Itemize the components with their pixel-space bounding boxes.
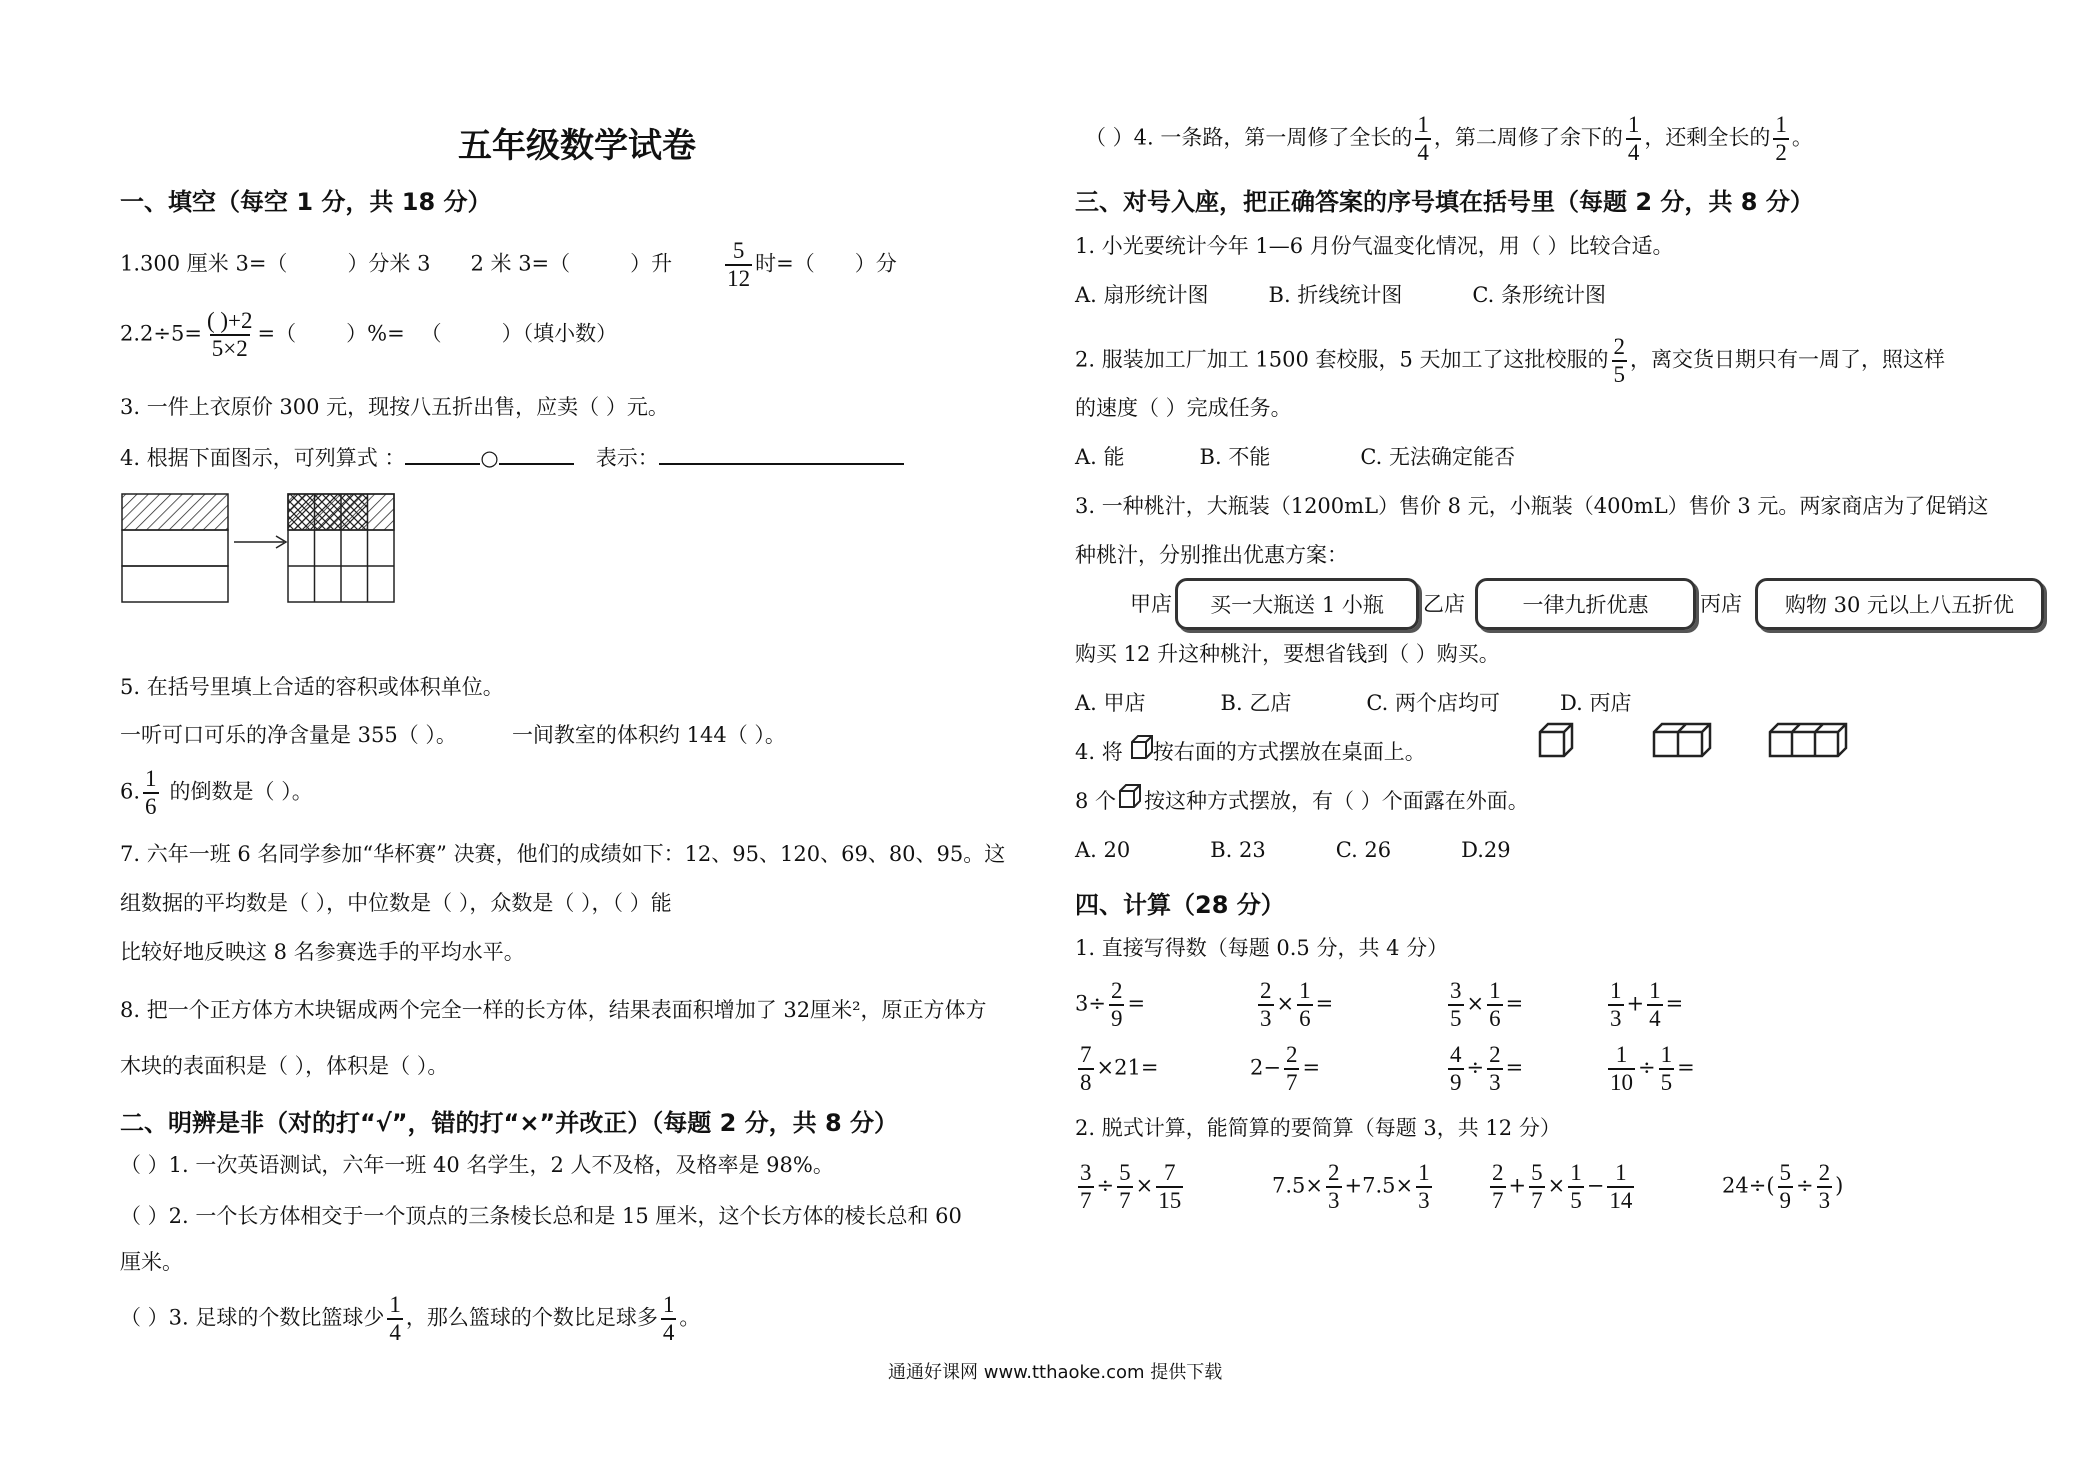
sec1-q2: 2.2÷5= $\frac{( )+2}{5\times 2}$ =（ ）%= （ ）（填小数） [120, 308, 618, 361]
sec1-q5-line: 一听可口可乐的净含量是 355（ ）。 一间教室的体积约 144（ ）。 [120, 723, 786, 747]
sec3-q2: 2. 服装加工厂加工 1500 套校服，5 天加工了这批校服的 $\frac{2}{5}$ ，离交货日期只有一周了，照这样 [1075, 334, 1946, 387]
calc-1-1: 3÷ $\frac{2}{9}$ = [1075, 978, 1146, 1031]
fraction: $\frac{2}{5}$ [1613, 334, 1626, 387]
calc-1-4: $\frac{1}{3}$ + $\frac{1}{4}$ = [1610, 978, 1684, 1031]
sec3-q4-line2: 8 个 按这种方式摆放，有（ ）个面露在外面。 [1075, 789, 1529, 813]
sec2-q2-line2: 厘米。 [120, 1250, 183, 1274]
calc-1-2: $\frac{2}{3}$ × $\frac{1}{6}$ = [1260, 978, 1334, 1031]
calc-3-3: $\frac{2}{7}$ + $\frac{5}{7}$ × $\frac{1}{5}$ − $\frac{1}{14}$ [1492, 1160, 1633, 1213]
calc-2-3: $\frac{4}{9}$ ÷ $\frac{2}{3}$ = [1450, 1042, 1524, 1095]
cube-icon [1118, 783, 1142, 809]
store-2-name: 乙店 [1423, 592, 1465, 616]
section-2-heading: 二、明辨是非（对的打“√”，错的打“×”并改正）（每题 2 分，共 8 分） [120, 1109, 899, 1137]
one-cube-icon [1538, 722, 1574, 758]
fraction: $\frac{1}{4}$ [1417, 112, 1429, 165]
fraction: $\frac{( )+2}{5\times 2}$ [206, 308, 253, 361]
sec1-q8-line1: 8. 把一个正方体方木块锯成两个完全一样的长方体，结果表面积增加了 32厘米²，原正方体方 [120, 998, 987, 1022]
option-d: D. 丙店 [1560, 691, 1632, 715]
store-3-offer: 购物 30 元以上八五折优 [1755, 578, 2044, 630]
page-title: 五年级数学试卷 [458, 126, 696, 166]
store-1-offer: 买一大瓶送 1 小瓶 [1175, 578, 1419, 630]
option-a: A. 能 [1075, 445, 1125, 469]
option-d: D.29 [1461, 838, 1511, 862]
calc-2-4: $\frac{1}{10}$ ÷ $\frac{1}{5}$ = [1610, 1042, 1695, 1095]
section-1-heading: 一、填空（每空 1 分，共 18 分） [120, 188, 492, 216]
sec3-q3-line3: 购买 12 升这种桃汁，要想省钱到（ ）购买。 [1075, 642, 1500, 666]
sec2-q2-line1: （ ）2. 一个长方体相交于一个顶点的三条棱长总和是 15 厘米，这个长方体的棱长总和 60 [120, 1204, 962, 1228]
section-4-heading: 四、计算（28 分） [1075, 891, 1285, 919]
option-a: A. 扇形统计图 [1075, 283, 1209, 307]
sec2-q1: （ ）1. 一次英语测试，六年一班 40 名学生，2 人不及格，及格率是 98%。 [120, 1153, 834, 1177]
sec4-sub1: 1. 直接写得数（每题 0.5 分，共 4 分） [1075, 936, 1449, 960]
option-c: C. 两个店均可 [1366, 691, 1500, 715]
cube-icon [1130, 734, 1154, 760]
calc-2-2: 2− $\frac{2}{7}$ = [1250, 1042, 1321, 1095]
option-b: B. 乙店 [1220, 691, 1292, 715]
three-cubes-icon [1768, 722, 1848, 758]
sec2-q3: （ ）3. 足球的个数比篮球少 $\frac{1}{4}$ ，那么篮球的个数比足球多 $\frac{1}{4}$ 。 [120, 1292, 701, 1345]
fraction: $\frac{1}{4}$ [662, 1292, 675, 1345]
option-a: A. 甲店 [1075, 691, 1146, 715]
fraction: $\frac{1}{6}$ [145, 766, 157, 819]
section-3-heading: 三、对号入座，把正确答案的序号填在括号里（每题 2 分，共 8 分） [1075, 188, 1814, 216]
sec2-q4: （ ）4. 一条路，第一周修了全长的 $\frac{1}{4}$ ，第二周修了余下的 $\frac{1}{4}$ ，还剩全长的 $\frac{1}{2}$ 。 [1085, 112, 1813, 165]
sec1-q8-line2: 木块的表面积是（ ），体积是（ ）。 [120, 1054, 449, 1078]
fraction: $\frac{5}{12}$ [727, 238, 751, 291]
option-c: C. 条形统计图 [1472, 283, 1606, 307]
fraction: $\frac{1}{2}$ [1775, 112, 1787, 165]
sec3-q1: 1. 小光要统计今年 1—6 月份气温变化情况，用（ ）比较合适。 [1075, 234, 1674, 258]
option-b: B. 23 [1210, 838, 1266, 862]
sec3-q3-line2: 种桃汁，分别推出优惠方案： [1075, 543, 1348, 567]
sec1-q1: 1.300 厘米 3=（ ）分米 3 2 米 3=（ ）升 $\frac{5}{12}$ 时=（ ）分 [120, 238, 897, 291]
option-b: B. 折线统计图 [1268, 283, 1403, 307]
sec1-q7-line2: 组数据的平均数是（ ），中位数是（ ），众数是（ ），（ ）能 [120, 891, 672, 915]
sec3-q4-options [1075, 836, 1511, 864]
sec3-q2-line2: 的速度（ ）完成任务。 [1075, 396, 1292, 420]
calc-2-1: $\frac{7}{8}$ ×21= [1080, 1042, 1159, 1095]
store-2-offer: 一律九折优惠 [1475, 578, 1696, 630]
sec1-q6: 6. $\frac{1}{6}$ 的倒数是（ ）。 [120, 766, 313, 819]
footer-credit: 通通好课网 www.tthaoke.com 提供下载 [888, 1362, 1223, 1383]
sec3-q2-options [1075, 443, 1515, 471]
sec1-q7-line3: 比较好地反映这 8 名参赛选手的平均水平。 [120, 940, 525, 964]
calc-3-2: 7.5× $\frac{2}{3}$ +7.5× $\frac{1}{3}$ [1272, 1160, 1430, 1213]
sec3-q1-options [1075, 281, 1606, 309]
sec1-q4: 4. 根据下面图示，可列算式 ： ○ 表示： [120, 443, 904, 472]
calc-3-1: $\frac{3}{7}$ ÷ $\frac{5}{7}$ × $\frac{7}{15}$ [1080, 1160, 1182, 1213]
sec3-q3-line1: 3. 一种桃汁，大瓶装（1200mL）售价 8 元，小瓶装（400mL）售价 3 元。两家商店为了促销这 [1075, 494, 1989, 518]
store-1-name: 甲店 [1130, 592, 1172, 616]
option-c: C. 无法确定能否 [1360, 445, 1515, 469]
sec1-q3: 3. 一件上衣原价 300 元，现按八五折出售，应卖（ ）元。 [120, 395, 669, 419]
sec1-q5: 5. 在括号里填上合适的容积或体积单位。 [120, 675, 504, 699]
option-b: B. 不能 [1199, 445, 1271, 469]
fraction-diagram [118, 490, 408, 605]
fraction: $\frac{1}{4}$ [389, 1292, 401, 1345]
sec1-q7-line1: 7. 六年一班 6 名同学参加“华杯赛” 决赛，他们的成绩如下：12、95、120、69、80、95。这 [120, 842, 1006, 866]
calc-1-3: $\frac{3}{5}$ × $\frac{1}{6}$ = [1450, 978, 1524, 1031]
fraction: $\frac{1}{4}$ [1627, 112, 1640, 165]
option-c: C. 26 [1335, 838, 1392, 862]
option-a: A. 20 [1075, 838, 1131, 862]
store-3-name: 丙店 [1700, 592, 1742, 616]
two-cubes-icon [1652, 722, 1712, 758]
sec3-q3-options [1075, 689, 1631, 717]
sec3-q4-line1: 4. 将 按右面的方式摆放在桌面上。 [1075, 740, 1426, 764]
calc-3-4: 24÷( $\frac{5}{9}$ ÷ $\frac{2}{3}$ ) [1722, 1160, 1844, 1213]
sec4-sub2: 2. 脱式计算，能简算的要简算（每题 3，共 12 分） [1075, 1116, 1561, 1140]
